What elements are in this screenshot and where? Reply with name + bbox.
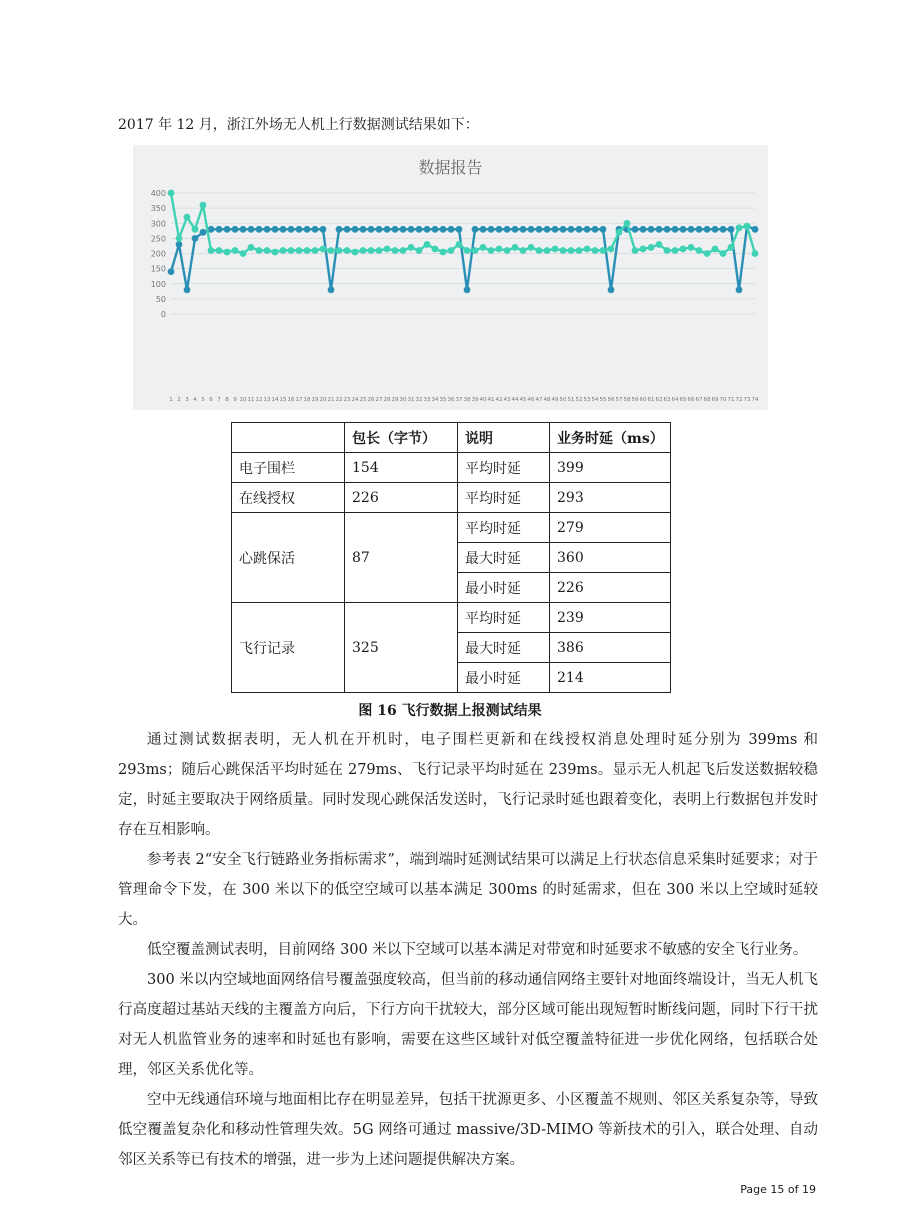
data-point — [552, 246, 559, 253]
x-tick-label: 41 — [487, 397, 495, 403]
data-point — [752, 250, 759, 257]
x-tick-label: 38 — [463, 397, 471, 403]
data-point — [584, 246, 591, 253]
x-tick-label: 50 — [559, 397, 567, 403]
data-point — [376, 247, 383, 254]
data-point — [248, 244, 255, 251]
data-point — [296, 226, 303, 233]
header-cell: 业务时延（ms） — [550, 423, 671, 453]
data-point — [432, 226, 439, 233]
x-tick-label: 7 — [217, 397, 221, 403]
data-point — [568, 226, 575, 233]
paragraph: 低空覆盖测试表明，目前网络 300 米以下空域可以基本满足对带宽和时延要求不敏感的安全飞行业务。 — [147, 942, 808, 958]
data-point — [304, 226, 311, 233]
series-line-1 — [171, 226, 755, 290]
data-point — [352, 226, 359, 233]
data-point — [560, 226, 567, 233]
y-tick-label: 0 — [160, 310, 166, 319]
x-tick-label: 60 — [639, 397, 647, 403]
x-tick-label: 1 — [169, 397, 173, 403]
item-name: 心跳保活 — [232, 513, 345, 603]
item-desc: 平均时延 — [458, 453, 550, 483]
data-point — [288, 226, 295, 233]
x-tick-label: 48 — [543, 397, 551, 403]
data-point — [384, 226, 391, 233]
data-point — [240, 250, 247, 257]
x-tick-label: 21 — [327, 397, 335, 403]
data-point — [336, 226, 343, 233]
x-tick-label: 49 — [551, 397, 559, 403]
latency-chart — [133, 145, 768, 410]
data-point — [608, 286, 615, 293]
x-tick-label: 33 — [423, 397, 431, 403]
data-point — [360, 247, 367, 254]
data-point — [472, 226, 479, 233]
data-point — [592, 226, 599, 233]
x-tick-label: 5 — [201, 397, 205, 403]
data-point — [448, 247, 455, 254]
x-tick-label: 15 — [279, 397, 287, 403]
data-point — [232, 247, 239, 254]
data-point — [408, 226, 415, 233]
data-point — [424, 226, 431, 233]
data-point — [248, 226, 255, 233]
data-point — [672, 247, 679, 254]
data-point — [544, 226, 551, 233]
body-text — [118, 725, 818, 1175]
chart-title: 数据报告 — [418, 158, 483, 177]
data-point — [608, 246, 615, 253]
x-tick-label: 36 — [447, 397, 455, 403]
x-tick-label: 11 — [247, 397, 255, 403]
header-cell: 包长（字节） — [345, 423, 458, 453]
data-point — [176, 235, 183, 242]
data-point — [528, 226, 535, 233]
x-tick-label: 18 — [303, 397, 311, 403]
data-point — [680, 246, 687, 253]
data-point — [192, 226, 199, 233]
y-tick-label: 200 — [150, 249, 166, 259]
x-tick-label: 44 — [511, 397, 519, 403]
data-point — [728, 244, 735, 251]
x-tick-label: 25 — [359, 397, 367, 403]
item-desc: 平均时延 — [458, 483, 550, 513]
x-tick-label: 72 — [735, 397, 743, 403]
data-point — [264, 247, 271, 254]
item-latency: 214 — [550, 663, 671, 693]
data-point — [464, 247, 471, 254]
item-latency: 386 — [550, 633, 671, 663]
item-length: 87 — [345, 513, 458, 603]
data-point — [328, 247, 335, 254]
data-point — [648, 244, 655, 251]
data-point — [728, 226, 735, 233]
y-tick-label: 50 — [155, 294, 166, 304]
data-point — [320, 246, 327, 253]
data-point — [720, 226, 727, 233]
x-tick-label: 46 — [527, 397, 535, 403]
x-tick-label: 39 — [471, 397, 479, 403]
data-point — [416, 247, 423, 254]
x-tick-label: 31 — [407, 397, 415, 403]
y-tick-label: 300 — [150, 219, 166, 229]
data-point — [224, 249, 231, 256]
table-row — [232, 513, 671, 543]
table-row — [232, 483, 671, 513]
data-point — [400, 226, 407, 233]
x-tick-label: 28 — [383, 397, 391, 403]
x-tick-label: 16 — [287, 397, 295, 403]
data-point — [192, 235, 199, 242]
data-point — [280, 247, 287, 254]
x-tick-label: 3 — [185, 397, 189, 403]
data-point — [552, 226, 559, 233]
data-point — [584, 226, 591, 233]
x-tick-label: 13 — [263, 397, 271, 403]
data-point — [736, 224, 743, 231]
data-point — [464, 286, 471, 293]
x-tick-label: 65 — [679, 397, 687, 403]
x-tick-label: 62 — [655, 397, 663, 403]
data-point — [704, 250, 711, 257]
data-point — [504, 247, 511, 254]
data-point — [688, 244, 695, 251]
data-point — [648, 226, 655, 233]
y-tick-label: 150 — [150, 264, 166, 274]
data-point — [744, 223, 751, 230]
data-point — [640, 246, 647, 253]
item-name: 电子围栏 — [232, 453, 345, 483]
data-point — [400, 247, 407, 254]
data-point — [424, 241, 431, 248]
item-latency: 293 — [550, 483, 671, 513]
item-latency: 360 — [550, 543, 671, 573]
x-tick-label: 35 — [439, 397, 447, 403]
y-tick-label: 350 — [150, 204, 166, 214]
x-tick-label: 40 — [479, 397, 487, 403]
data-point — [512, 226, 519, 233]
paragraph: 通过测试数据表明，无人机在开机时，电子围栏更新和在线授权消息处理时延分别为 399ms 和 293ms；随后心跳保活平均时延在 279ms、飞行记录平均时延在 239ms。显示无人机起飞后发送数据较稳定，时延主要取决于网络质量。同时发现心跳保活发送时，飞行记录时延也跟着变化，表明上行数据包并发时存在互相影响。 — [118, 732, 818, 838]
x-tick-label: 19 — [311, 397, 319, 403]
data-point — [232, 226, 239, 233]
data-point — [392, 247, 399, 254]
data-point — [352, 249, 359, 256]
x-tick-label: 43 — [503, 397, 511, 403]
data-point — [440, 249, 447, 256]
item-latency: 399 — [550, 453, 671, 483]
data-point — [576, 226, 583, 233]
x-tick-label: 30 — [399, 397, 407, 403]
data-point — [544, 247, 551, 254]
item-name: 飞行记录 — [232, 603, 345, 693]
data-point — [472, 247, 479, 254]
data-point — [456, 226, 463, 233]
data-point — [576, 247, 583, 254]
data-point — [560, 247, 567, 254]
x-tick-label: 47 — [535, 397, 543, 403]
data-point — [360, 226, 367, 233]
data-point — [480, 226, 487, 233]
table-row — [232, 453, 671, 483]
item-length: 154 — [345, 453, 458, 483]
x-tick-label: 22 — [335, 397, 343, 403]
data-point — [496, 246, 503, 253]
data-point — [624, 220, 631, 227]
data-point — [616, 229, 623, 236]
x-tick-label: 74 — [751, 397, 759, 403]
data-point — [240, 226, 247, 233]
data-point — [456, 241, 463, 248]
x-tick-label: 29 — [391, 397, 399, 403]
data-point — [664, 226, 671, 233]
x-tick-label: 59 — [631, 397, 639, 403]
data-point — [488, 247, 495, 254]
data-point — [344, 247, 351, 254]
x-tick-label: 70 — [719, 397, 727, 403]
x-tick-label: 32 — [415, 397, 423, 403]
item-desc: 最小时延 — [458, 663, 550, 693]
data-point — [704, 226, 711, 233]
data-point — [520, 247, 527, 254]
x-tick-label: 34 — [431, 397, 439, 403]
table-row — [232, 603, 671, 633]
x-tick-label: 71 — [727, 397, 735, 403]
data-point — [712, 246, 719, 253]
data-point — [680, 226, 687, 233]
data-point — [432, 246, 439, 253]
data-point — [528, 244, 535, 251]
data-point — [288, 247, 295, 254]
y-tick-label: 100 — [150, 279, 166, 289]
item-latency: 279 — [550, 513, 671, 543]
x-tick-label: 61 — [647, 397, 655, 403]
item-latency: 226 — [550, 573, 671, 603]
item-length: 325 — [345, 603, 458, 693]
item-latency: 239 — [550, 603, 671, 633]
data-point — [384, 246, 391, 253]
x-tick-label: 14 — [271, 397, 279, 403]
y-tick-label: 250 — [150, 234, 166, 244]
data-point — [488, 226, 495, 233]
data-point — [224, 226, 231, 233]
x-tick-label: 52 — [575, 397, 583, 403]
intro-text: 2017 年 12 月，浙江外场无人机上行数据测试结果如下： — [118, 117, 479, 133]
x-tick-label: 55 — [599, 397, 607, 403]
x-tick-label: 45 — [519, 397, 527, 403]
data-point — [320, 226, 327, 233]
x-tick-label: 56 — [607, 397, 615, 403]
data-point — [448, 226, 455, 233]
data-point — [312, 247, 319, 254]
header-cell: 说明 — [458, 423, 550, 453]
data-point — [368, 226, 375, 233]
data-point — [184, 286, 191, 293]
data-point — [520, 226, 527, 233]
data-point — [496, 226, 503, 233]
x-tick-label: 64 — [671, 397, 679, 403]
x-tick-label: 23 — [343, 397, 351, 403]
x-tick-label: 66 — [687, 397, 695, 403]
data-point — [656, 226, 663, 233]
x-tick-label: 10 — [239, 397, 247, 403]
data-point — [392, 226, 399, 233]
item-desc: 最大时延 — [458, 543, 550, 573]
x-tick-label: 73 — [743, 397, 751, 403]
data-point — [208, 247, 215, 254]
data-point — [440, 226, 447, 233]
data-point — [216, 226, 223, 233]
data-point — [184, 214, 191, 221]
x-tick-label: 53 — [583, 397, 591, 403]
data-point — [256, 226, 263, 233]
data-point — [600, 226, 607, 233]
paragraph: 参考表 2“安全飞行链路业务指标需求”，端到端时延测试结果可以满足上行状态信息采集时延要求；对于管理命令下发，在 300 米以下的低空空域可以基本满足 300ms 的时延需求，但在 300 米以上空域时延较大。 — [118, 852, 818, 928]
x-tick-label: 12 — [255, 397, 263, 403]
data-point — [504, 226, 511, 233]
data-point — [720, 250, 727, 257]
data-point — [656, 241, 663, 248]
header-cell — [232, 423, 345, 453]
x-tick-label: 69 — [711, 397, 719, 403]
data-point — [664, 247, 671, 254]
data-point — [640, 226, 647, 233]
data-point — [688, 226, 695, 233]
paragraph: 空中无线通信环境与地面相比存在明显差异，包括干扰源更多、小区覆盖不规则、邻区关系复杂等，导致低空覆盖复杂化和移动性管理失效。5G 网络可通过 massive/3D-MIMO 等新技术的引入，联合处理、自动邻区关系等已有技术的增强，进一步为上述问题提供解决方案。 — [118, 1092, 818, 1168]
x-tick-label: 57 — [615, 397, 623, 403]
item-length: 226 — [345, 483, 458, 513]
data-point — [200, 229, 207, 236]
data-point — [264, 226, 271, 233]
item-desc: 平均时延 — [458, 513, 550, 543]
data-point — [312, 226, 319, 233]
data-point — [600, 247, 607, 254]
item-desc: 平均时延 — [458, 603, 550, 633]
table-header-row — [232, 423, 671, 453]
x-tick-label: 9 — [233, 397, 237, 403]
data-point — [296, 247, 303, 254]
x-tick-label: 37 — [455, 397, 463, 403]
data-point — [344, 226, 351, 233]
data-point — [536, 247, 543, 254]
data-point — [696, 247, 703, 254]
data-point — [176, 241, 183, 248]
data-point — [568, 247, 575, 254]
x-tick-label: 27 — [375, 397, 383, 403]
data-point — [200, 202, 207, 209]
x-tick-label: 24 — [351, 397, 359, 403]
x-tick-label: 26 — [367, 397, 375, 403]
x-tick-label: 63 — [663, 397, 671, 403]
data-point — [536, 226, 543, 233]
x-tick-label: 58 — [623, 397, 631, 403]
data-point — [712, 226, 719, 233]
data-point — [336, 247, 343, 254]
data-point — [216, 247, 223, 254]
x-tick-label: 17 — [295, 397, 303, 403]
data-point — [592, 247, 599, 254]
x-tick-label: 68 — [703, 397, 711, 403]
item-desc: 最小时延 — [458, 573, 550, 603]
data-point — [408, 244, 415, 251]
x-tick-label: 54 — [591, 397, 599, 403]
results-table — [231, 422, 671, 693]
paragraph: 300 米以内空域地面网络信号覆盖强度较高，但当前的移动通信网络主要针对地面终端设计，当无人机飞行高度超过基站天线的主覆盖方向后，下行方向干扰较大，部分区域可能出现短暂时断线问题，同时下行干扰对无人机监管业务的速率和时延也有影响，需要在这些区域针对低空覆盖特征进一步优化网络，包括联合处理，邻区关系优化等。 — [118, 972, 818, 1078]
data-point — [272, 249, 279, 256]
data-point — [168, 190, 175, 197]
x-tick-label: 8 — [225, 397, 229, 403]
item-desc: 最大时延 — [458, 633, 550, 663]
x-tick-label: 51 — [567, 397, 575, 403]
item-name: 在线授权 — [232, 483, 345, 513]
data-point — [696, 226, 703, 233]
data-point — [256, 247, 263, 254]
chart-plot — [133, 145, 768, 410]
data-point — [376, 226, 383, 233]
data-point — [512, 244, 519, 251]
data-point — [416, 226, 423, 233]
data-point — [368, 247, 375, 254]
data-point — [480, 244, 487, 251]
x-tick-label: 6 — [209, 397, 213, 403]
data-point — [280, 226, 287, 233]
data-point — [632, 226, 639, 233]
data-point — [304, 247, 311, 254]
data-point — [736, 286, 743, 293]
data-point — [272, 226, 279, 233]
x-tick-label: 67 — [695, 397, 703, 403]
y-tick-label: 400 — [150, 189, 166, 198]
data-point — [632, 247, 639, 254]
data-point — [328, 286, 335, 293]
x-tick-label: 4 — [193, 397, 197, 403]
data-point — [672, 226, 679, 233]
x-tick-label: 2 — [177, 397, 181, 403]
x-tick-label: 42 — [495, 397, 503, 403]
figure-caption: 图 16 飞行数据上报测试结果 — [358, 703, 542, 719]
page-number: Page 15 of 19 — [740, 1183, 816, 1196]
data-point — [168, 268, 175, 275]
x-tick-label: 20 — [319, 397, 327, 403]
data-point — [752, 226, 759, 233]
